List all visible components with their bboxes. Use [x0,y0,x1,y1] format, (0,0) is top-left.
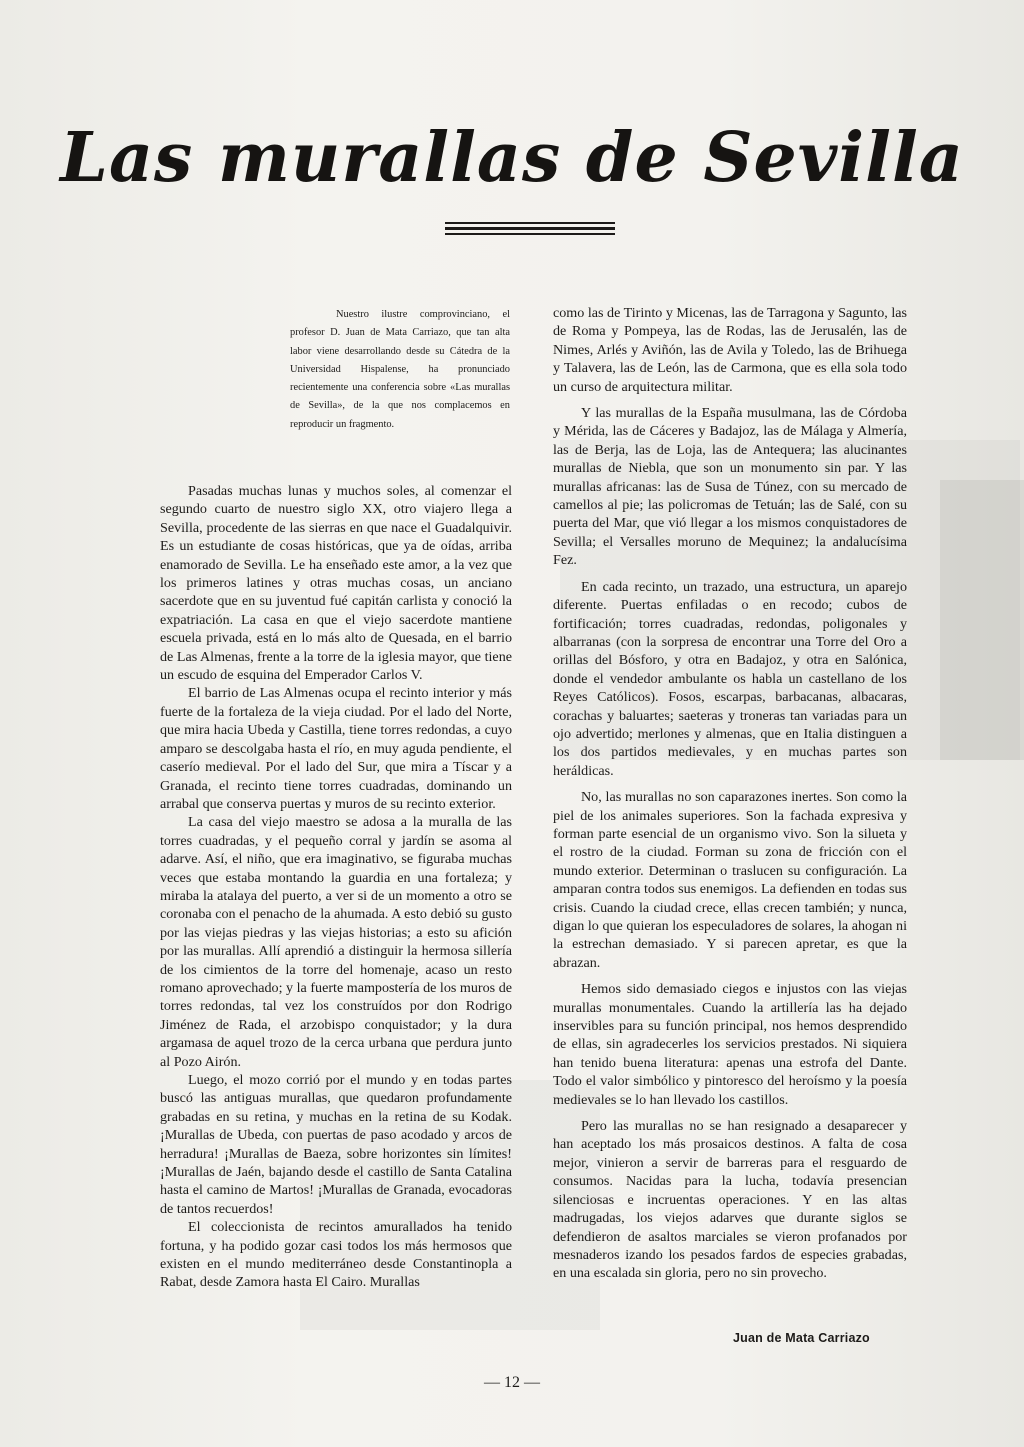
paragraph: No, las murallas no son caparazones inertes. Son como la piel de los animales superiores. Son la fachada expresiva y forman parte esencial de un organismo vivo. Son la silueta y el rostro de la ciudad. Forman su zona de fricción con el mundo exterior. Determinan o traslucen su configuración. La amparan contra todos sus enemigos. La defienden en todas sus crisis. Cuando la ciudad crece, ellas crecen también; y nunca, digan lo que quieran los especuladores de solares, la ahogan ni la estrechan demasiado. Y si parecen apretar, es que la abrazan. [553,789,907,971]
title-rule [445,227,615,230]
article-title: Las murallas de Sevilla [60,118,964,198]
paragraph: Luego, el mozo corrió por el mundo y en todas partes buscó las antiguas murallas, que quedaron profundamente grabadas en su retina, y muchas en la retina de su Kodak. ¡Murallas de Ubeda, con puertas de paso acodado y arcos de herradura! ¡Murallas de Baeza, sobre horizontes sin límites! ¡Murallas de Jaén, bajando desde el castillo de Santa Catalina hasta el camino de Martos! ¡Murallas de Granada, evocadoras de tantos recuerdos! [160,1072,512,1217]
title-rule [445,233,615,235]
title-rule [445,222,615,224]
show-through-block [940,480,1024,760]
paragraph: Pero las murallas no se han resignado a desaparecer y han aceptado los más prosaicos destinos. A falta de cosa mejor, vinieron a servir de barreras para el resguardo de consumos. Nacidas para la lucha, todavía presencian silenciosas e incruentas operaciones. Y en las altas madrugadas, los viejos adarves que durante siglos se defendieron de asaltos marciales se vieron profanados por mesnaderos izando los pesados fardos de especies grabadas, en una escalada sin gloria, pero no sin provecho. [553,1118,907,1282]
page-number: — 12 — [484,1374,540,1391]
paragraph: En cada recinto, un trazado, una estructura, un aparejo diferente. Puertas enfiladas o en recodo; cubos de fortificación; torres cuadradas, redondas, poligonales y albarranas (con la sorpresa de encontrar una Torre del Oro a orillas del Bósforo, y otra en Badajoz, y otra en Salónica, donde el vendedor ambulante os habla un castellano de los Reyes Católicos). Fosos, escarpas, barbacanas, albacaras, corachas y baluartes; saeteras y troneras tan variadas para un ojo advertido; merlones y almenas, que en Italia distinguen a los dos partidos medievales, y en muchas partes son heráldicas. [553,578,907,779]
paragraph: Y las murallas de la España musulmana, las de Córdoba y Mérida, las de Cáceres y Badajoz, las de Málaga y Almería, las de Berja, las de Loja, las de Antequera; las alucinantes murallas de Niebla, que son un monumento sin par. Y las murallas africanas: las de Susa de Túnez, con su mercado de camellos al pie; las policromas de Tetuán; las de Salé, con su puerta del Mar, que vió llegar a los mismos conquistadores de Sevilla; el Versalles moruno de Mequinez; la andalucísima Fez. [553,405,907,569]
paragraph: La casa del viejo maestro se adosa a la muralla de las torres cuadradas, y el pequeño corral y jardín se asoma al adarve. Así, el niño, que era imaginativo, se figuraba muchas veces que estaba montando la guardia en una fortaleza; y miraba la atalaya del puerto, a ver si de un momento a otro se coronaba con el penacho de la ahumada. A esto debió su gusto por las viejas piedras y las viejas historias; a esto su afición por las murallas. Allí aprendió a distinguir la hermosa sillería de los cimientos de la torre del homenaje, acaso un resto romano aprovechado; y la fuerte mampostería de los muros de torres redondas, tal vez los construídos por don Rodrigo Jiménez de Rada, el arzobispo conquistador; y la dura argamasa de aquel trozo de la cerca urbana que perdura junto al Pozo Airón. [160,814,512,1070]
left-column [160,482,512,1292]
article-intro: Nuestro ilustre comprovinciano, el profesor D. Juan de Mata Carriazo, que tan alta labor viene desarrollando desde su Cátedra de la Universidad Hispalense, ha pronunciado recientemente una conferencia sobre «Las murallas de Sevilla», de la que nos complacemos en reproducir un fragmento. [290,309,510,430]
paragraph: El barrio de Las Almenas ocupa el recinto interior y más fuerte de la fortaleza de la vieja ciudad. Por el lado del Norte, que mira hacia Ubeda y Castilla, tiene torres redondas, a cuyo amparo se descolgaba hasta el río, en muy aguda pendiente, el caserío medieval. Por el lado del Sur, que mira a Tíscar y a Granada, el recinto tiene torres cuadradas, dominando un arrabal que conserva puertas y muros de su recinto exterior. [160,685,512,812]
paragraph: Hemos sido demasiado ciegos e injustos con las viejas murallas monumentales. Cuando la artillería las ha dejado inservibles para su función principal, nos hemos desprendido de ellas, sin agradecerles los servicios prestados. Ni siquiera han tenido buena literatura: apenas una estrofa del Dante. Todo el valor simbólico y pintoresco del heroísmo y la poesía medievales se lo han llevado los castillos. [553,981,907,1108]
paragraph: El coleccionista de recintos amurallados ha tenido fortuna, y ha podido gozar casi todos los más hermosos que existen en el mundo mediterráneo desde Constantinopla a Rabat, desde Zamora hasta El Cairo. Murallas [160,1219,512,1291]
author-signature: Juan de Mata Carriazo [733,1331,870,1345]
right-column [553,304,907,1283]
paragraph: Pasadas muchas lunas y muchos soles, al comenzar el segundo cuarto de nuestro siglo XX, otro viajero llega a Sevilla, procedente de las sierras en que nace el Guadalquivir. Es un estudiante de cosas históricas, que ya de oídas, arriba enamorado de Sevilla. Le ha enseñado este amor, a la vez que los primeros latines y otras muchas cosas, un anciano sacerdote que en su juventud fué capitán carlista y conoció la expatriación. La casa en que el viejo sacerdote mantiene escuela privada, está en lo más alto de Quesada, en el barrio de Las Almenas, frente a la torre de la iglesia mayor, que tiene un escudo de esquina del Emperador Carlos V. [160,483,512,684]
paragraph-continued: como las de Tirinto y Micenas, las de Tarragona y Sagunto, las de Roma y Pompeya, las de Rodas, las de Jerusalén, las de Nimes, Arlés y Aviñón, las de Avila y Toledo, las de Brihuega y Talavera, las de León, las de Carmona, que es ella sola todo un curso de arquitectura militar. [553,305,907,395]
